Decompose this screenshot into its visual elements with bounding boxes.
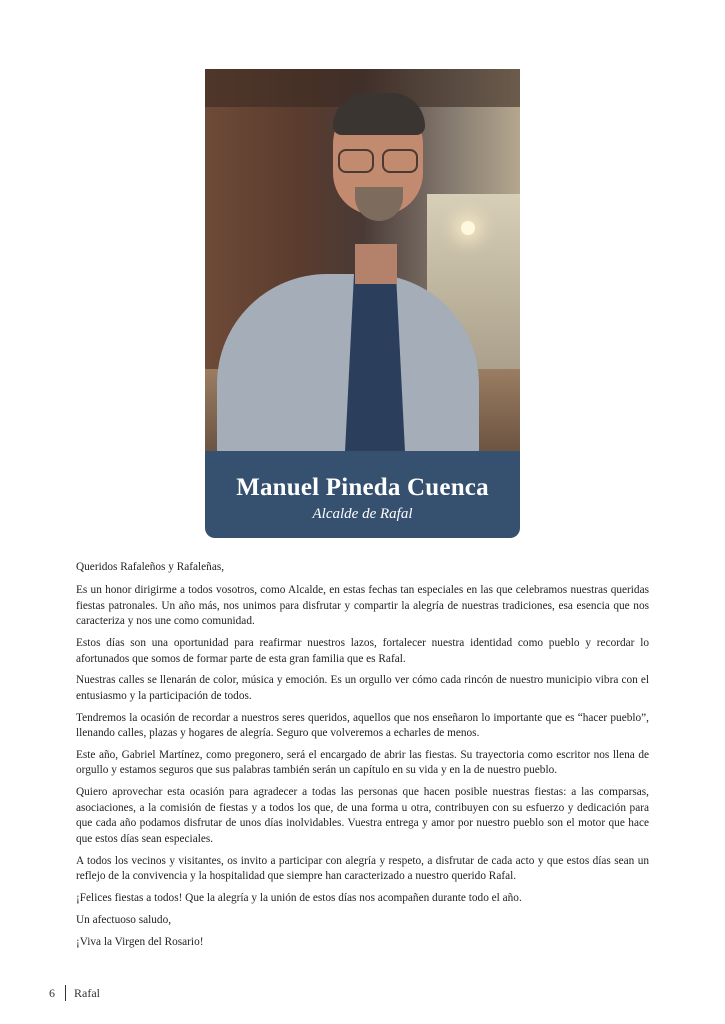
page-footer <box>49 985 100 1001</box>
name-caption-box <box>205 451 520 538</box>
letter-closing: Un afectuoso saludo, <box>76 913 172 926</box>
letter-greeting: Queridos Rafaleños y Rafaleñas, <box>76 561 225 573</box>
mayor-name: Manuel Pineda Cuenca <box>236 474 489 501</box>
letter-paragraph: Quiero aprovechar esta ocasión para agradecer a todas las personas que hacen posible nuestras fiestas: a las comparsas, asociaciones, a la comisión de fiestas y a todos los que, de una forma u otra, contribuyen con su esfuerzo y dedicación para que cada año podamos disfrutar de unos días inolvidables. Vuestra entrega y amor por nuestro pueblo son el motor que hace que estos días sean especiales. <box>76 786 649 845</box>
footer-section: Rafal <box>74 985 100 1000</box>
letter-paragraph: A todos los vecinos y visitantes, os invito a participar con alegría y respeto, a disfrutar de cada acto y que estos días sean un reflejo de la convivencia y la hospitalidad que siempre han caracterizado a nuestro querido Rafal. <box>76 854 649 882</box>
letter-paragraph: Es un honor dirigirme a todos vosotros, como Alcalde, en estas fechas tan especiales en las que celebramos nuestras queridas fiestas patronales. Un año más, nos unimos para disfrutar y compartir la alegría de nuestras tradiciones, esa esencia que nos caracteriza y nos une como comunidad. <box>76 584 649 628</box>
page-number: 6 <box>49 985 55 1000</box>
footer-divider <box>65 985 66 1001</box>
mayor-role: Alcalde de Rafal <box>312 506 413 522</box>
letter-paragraph: Tendremos la ocasión de recordar a nuestros seres queridos, aquellos que nos enseñaron lo importante que es “hacer pueblo”, llenando calles, plazas y hogares de alegría. Seguro que volveremos a echarles de menos. <box>76 711 649 740</box>
letter-body <box>76 560 649 957</box>
letter-paragraph: ¡Felices fiestas a todos! Que la alegría y la unión de estos días nos acompañen durante todo el año. <box>76 891 522 904</box>
letter-paragraph: Estos días son una oportunidad para reafirmar nuestros lazos, fortalecer nuestra identidad como pueblo y recordar lo afortunados que somos de formar parte de esta gran familia que es Rafal. <box>76 637 649 665</box>
letter-final: ¡Viva la Virgen del Rosario! <box>76 935 204 948</box>
mayor-portrait-photo <box>205 69 520 452</box>
letter-paragraph: Este año, Gabriel Martínez, como pregonero, será el encargado de abrir las fiestas. Su trayectoria como escritor nos llena de orgullo y estamos seguros que sus palabras también serán un capítulo en su vida y en la de nuestro pueblo. <box>76 749 649 777</box>
letter-paragraph: Nuestras calles se llenarán de color, música y emoción. Es un orgullo ver cómo cada rincón de nuestro municipio vibra con el entusiasmo y la participación de todos. <box>76 674 649 702</box>
